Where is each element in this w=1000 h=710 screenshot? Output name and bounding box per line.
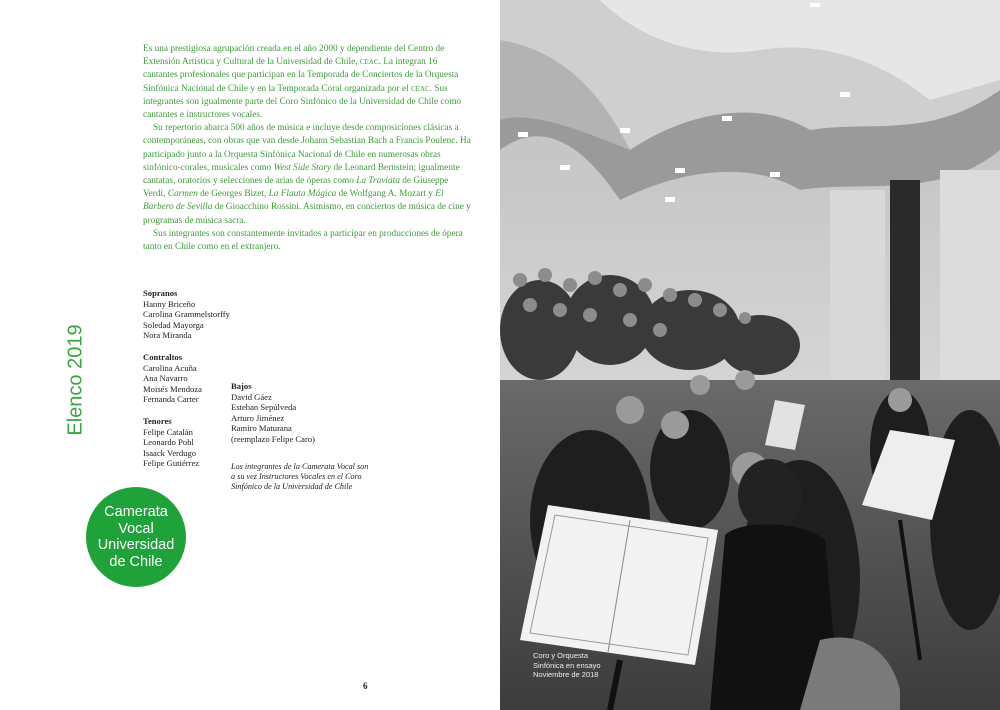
text-run: de Wolfgang A. Mozart y [336, 189, 436, 200]
cast-name: Isaack Verdugo [143, 447, 197, 458]
cast-name: Arturo Jiménez [231, 412, 285, 423]
page-number: 6 [363, 681, 368, 691]
intro-text [143, 43, 473, 254]
section-title-contraltos: Contraltos [143, 352, 183, 362]
italic-title: Carmen [167, 189, 198, 200]
cast-contraltos [143, 352, 202, 405]
intro-paragraph-1 [143, 43, 473, 122]
text-run: de Leonard Bernstein; igualmente cantatas, oratorios y selecciones de arias de óperas como [143, 162, 460, 187]
italic-title: West Side Story [273, 162, 332, 173]
vertical-title-text: Elenco 2019 [64, 324, 87, 436]
badge-line: de Chile [109, 553, 163, 570]
acronym: ceac [359, 57, 379, 68]
cast-sopranos [143, 288, 230, 341]
camerata-badge [86, 487, 186, 587]
cast-name: Nora Miranda [143, 330, 192, 341]
acronym: ceac [411, 83, 430, 94]
cast-name: Felipe Catalán [143, 426, 193, 437]
rehearsal-photo-illustration [500, 0, 1000, 710]
text-run: Es una prestigiosa agrupación creada en el año 2000 y dependiente del Centro de Extensión Artística y Cultural de la Universidad de Chile, [143, 44, 445, 68]
section-title-tenores: Tenores [143, 416, 172, 426]
photo-caption [533, 651, 601, 680]
cast-name: Moisés Mendoza [143, 383, 202, 394]
section-title-bajos: Bajos [231, 381, 252, 391]
section-title-sopranos: Sopranos [143, 288, 178, 298]
text-run: de Gioacchino Rossini. Asimismo, en conciertos de música de cine y programas de música sacra. [143, 202, 471, 226]
text-run: de Georges Bizet, [197, 189, 269, 200]
cast-bajos [231, 381, 315, 445]
caption-line: Coro y Orquesta [533, 651, 589, 660]
rehearsal-photo [500, 0, 1000, 710]
intro-paragraph-2 [143, 122, 473, 228]
instructors-note: Los integrantes de la Camerata Vocal son a su vez Instructores Vocales en el Coro Sinfónico de la Universidad de Chile [231, 462, 369, 492]
cast-name: Esteban Sepúlveda [231, 402, 297, 413]
cast-name: David Gáez [231, 391, 272, 402]
vertical-title [62, 325, 90, 435]
cast-tenores [143, 416, 199, 469]
text-run: . La integran 16 cantantes profesionales que participan en la Temporada de Conciertos de la Orquesta Sinfónica Nacional de Chile y en la Temporada Coral organizada por el [143, 57, 459, 94]
intro-paragraph-3 [143, 228, 473, 254]
cast-name: Soledad Mayorga [143, 319, 204, 330]
cast-name: (reemplazo Felipe Caro) [231, 433, 315, 444]
cast-name: Carolina Grammelstorffy [143, 309, 230, 320]
text-run: . Sus integrantes son igualmente parte del Coro Sinfónico de la Universidad de Chile como cantantes e instructores vocales. [143, 83, 462, 121]
cast-name: Leonardo Pohl [143, 437, 194, 448]
cast-name: Hanny Briceño [143, 298, 196, 309]
italic-title: El Barbero de Sevilla [143, 189, 444, 213]
cast-name: Fernanda Carter [143, 394, 199, 405]
text-run: Sus integrantes son constantemente invitados a participar en producciones de ópera tanto en Chile como en el extranjero. [143, 228, 463, 253]
text-run: de Giuseppe Verdi, [143, 176, 449, 200]
cast-name: Ana Navarro [143, 373, 188, 384]
text-run: Su repertorio abarca 500 años de música e incluye desde composiciones clásicas a contemporáneas, con obras que van desde Johann Sebastian Bach a Francis Poulenc. Ha participado junto a la Orquesta Sinfónica Nacional de Chile en numerosas obras sinfónico-corales, musicales como [143, 123, 471, 173]
badge-line: Universidad [97, 537, 175, 553]
italic-title: La Flauta Mágica [268, 189, 337, 200]
badge-text [98, 504, 175, 570]
cast-name: Carolina Acuña [143, 362, 197, 373]
badge-line: Vocal [118, 520, 154, 537]
caption-line: Noviembre de 2018 [533, 670, 599, 679]
badge-line: Camerata [104, 504, 168, 520]
italic-title: La Traviata [356, 176, 400, 187]
caption-line: Sinfónica en ensayo [533, 660, 601, 670]
cast-name: Ramiro Maturana [231, 423, 292, 434]
cast-name: Felipe Gutiérrez [143, 458, 200, 469]
